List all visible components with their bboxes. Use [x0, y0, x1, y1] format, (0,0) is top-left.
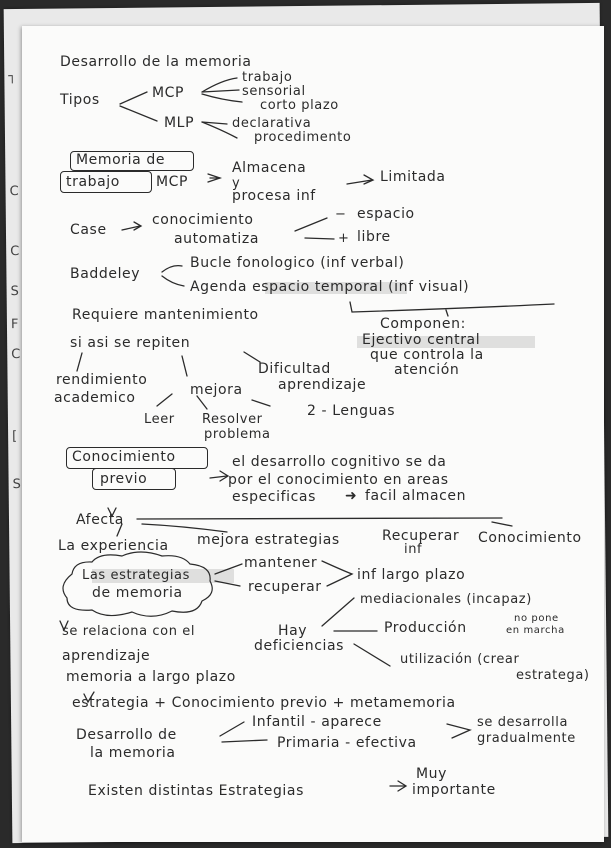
margin-mark: S	[10, 283, 19, 300]
case-automatiza: automatiza	[174, 231, 260, 247]
margin-mark: ┐	[8, 69, 17, 85]
memoria-trabajo-label: Memoria de	[76, 152, 166, 168]
limitada-text: Limitada	[380, 169, 446, 185]
minus-icon: −	[335, 207, 347, 222]
facil-text: facil almacen	[365, 488, 467, 504]
produccion-text: Producción	[384, 620, 467, 636]
muy-text: Muy	[416, 766, 448, 782]
dificultad-text: Dificultad	[258, 361, 331, 377]
margin-mark: C	[10, 243, 20, 260]
margin-mark: F	[10, 317, 19, 333]
conocimiento-previo-label: Conocimiento	[72, 449, 176, 465]
memoria-lp-text: memoria a largo plazo	[66, 669, 236, 685]
estrategias-cloud-label: Las estrategias	[82, 568, 190, 583]
case-label: Case	[70, 222, 107, 238]
bucle-text: Bucle fonologico (inf verbal)	[190, 255, 405, 271]
almacena-text: Almacena	[232, 160, 307, 176]
gradual-text: gradualmente	[477, 731, 576, 746]
relaciona-text: aprendizaje	[62, 648, 151, 664]
plus-icon: +	[338, 231, 350, 246]
inf-largo-text: inf largo plazo	[357, 567, 466, 583]
case-conocimiento: conocimiento	[152, 212, 254, 228]
case-espacio: espacio	[357, 206, 415, 222]
final-text: Existen distintas Estrategias	[88, 783, 304, 799]
page-title: Desarrollo de la memoria	[60, 54, 252, 70]
conocimiento-previo-label: previo	[100, 471, 148, 487]
no-pone-text: en marcha	[506, 625, 565, 636]
previo-desc: el desarrollo cognitivo se da	[232, 454, 447, 470]
mejora-text: mejora	[190, 382, 243, 398]
desarrollo-label: Desarrollo de	[76, 727, 177, 743]
lenguas-text: 2 - Lenguas	[307, 403, 396, 419]
estratega-text: estratega)	[516, 668, 590, 683]
requiere-text: Requiere mantenimiento	[72, 307, 259, 323]
componen-text: Componen:	[380, 316, 466, 332]
notebook-page	[22, 26, 604, 842]
formula-text: estrategia + Conocimiento previo + metamemoria	[72, 695, 456, 711]
desarrollo-label: la memoria	[90, 745, 176, 761]
baddeley-label: Baddeley	[70, 266, 141, 282]
ejecutivo-text: Ejectivo central	[362, 332, 481, 348]
margin-mark: S	[12, 476, 21, 493]
mlp-item: procedimento	[254, 130, 352, 145]
primaria-text: Primaria - efectiva	[277, 735, 417, 751]
mcp-item: corto plazo	[260, 98, 339, 113]
controla-text: que controla la	[370, 347, 484, 363]
no-pone-text: no pone	[514, 613, 559, 624]
deficiencias-text: deficiencias	[254, 638, 345, 654]
mlp-item: declarativa	[232, 116, 312, 131]
previo-desc: por el conocimiento en areas	[228, 472, 449, 488]
importante-text: importante	[412, 782, 496, 798]
tipos-label: Tipos	[60, 92, 100, 108]
gradual-text: se desarrolla	[477, 715, 569, 730]
rendimiento-text: rendimiento	[56, 372, 148, 388]
problema-text: problema	[204, 427, 271, 442]
mlp-label: MLP	[164, 115, 195, 131]
resolver-text: Resolver	[202, 412, 263, 427]
previo-desc: especificas	[232, 489, 316, 505]
margin-mark: [	[12, 429, 18, 445]
experiencia-text: La experiencia	[58, 538, 169, 554]
recuperar-text: Recuperar	[382, 528, 460, 544]
estrategias-cloud-label: de memoria	[92, 585, 183, 601]
recuperar-est-text: recuperar	[248, 579, 322, 595]
si-asi-text: si asi se repiten	[70, 335, 191, 351]
afecta-text: Afecta	[76, 512, 124, 528]
aprendizaje-text: aprendizaje	[278, 377, 367, 393]
y-text: y	[232, 176, 241, 191]
relaciona-text: se relaciona con el	[62, 624, 196, 639]
agenda-text: Agenda espacio temporal (inf visual)	[190, 279, 470, 295]
mcp-label: MCP	[156, 174, 189, 190]
utilizacion-text: utilización (crear	[400, 652, 520, 667]
afecta-conocimiento: Conocimiento	[478, 530, 582, 546]
atencion-text: atención	[394, 362, 460, 378]
leer-text: Leer	[144, 412, 175, 427]
mcp-item: sensorial	[242, 84, 306, 99]
mantener-text: mantener	[244, 555, 318, 571]
infantil-text: Infantil - aparece	[252, 714, 382, 730]
mcp-label: MCP	[152, 85, 185, 101]
academico-text: academico	[54, 390, 136, 406]
margin-mark: C	[11, 346, 21, 363]
mediacionales-text: mediacionales (incapaz)	[360, 592, 532, 607]
inf-text: inf	[404, 542, 423, 557]
arrow-icon: ➜	[345, 488, 358, 504]
memoria-trabajo-label: trabajo	[66, 174, 120, 190]
mejora-estrategias-text: mejora estrategias	[197, 532, 340, 548]
margin-mark: C	[9, 183, 19, 200]
case-libre: libre	[357, 229, 391, 245]
hay-text: Hay	[278, 623, 308, 639]
procesa-text: procesa inf	[232, 188, 316, 204]
mcp-item: trabajo	[242, 70, 293, 85]
